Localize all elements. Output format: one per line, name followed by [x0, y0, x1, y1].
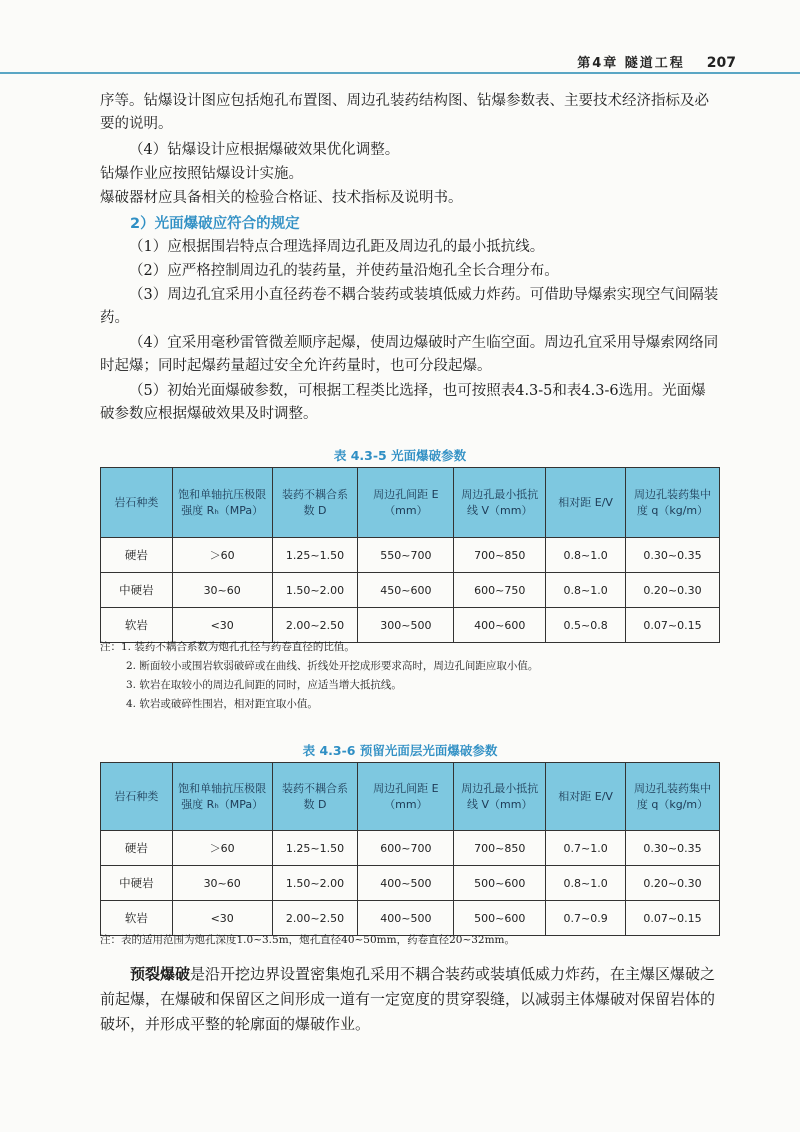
- column-header: 饱和单轴抗压极限强度 Rₕ（MPa）: [172, 763, 272, 831]
- table-caption: 表 4.3-5 光面爆破参数: [333, 448, 467, 463]
- section-heading: 2）光面爆破应符合的规定: [130, 216, 300, 232]
- paragraph-8: （4）宜采用毫秒雷管微差顺序起爆，使周边爆破时产生临空面。周边孔宜采用导爆索网络同时起爆；同时起爆药量超过安全允许药量时，也可分段起爆。: [100, 335, 719, 374]
- table-cell: 1.50~2.00: [272, 573, 358, 608]
- table-row: [101, 538, 720, 573]
- table-cell: 600~700: [358, 831, 454, 866]
- table-cell: 30~60: [172, 866, 272, 901]
- column-header: 相对距 E/V: [546, 763, 626, 831]
- table-cell: ＞60: [172, 831, 272, 866]
- table-cell: 0.8~1.0: [546, 538, 626, 573]
- data-table: [100, 467, 720, 643]
- table-cell: 0.8~1.0: [546, 573, 626, 608]
- paragraph-3: 钻爆作业应按照钻爆设计实施。: [100, 166, 303, 182]
- table-cell: 1.50~2.00: [272, 866, 358, 901]
- table-note: 注：表的适用范围为炮孔深度1.0~3.5m，炮孔直径40~50mm，药卷直径20~32mm。: [100, 934, 516, 946]
- table-caption: 表 4.3-6 预留光面层光面爆破参数: [302, 743, 498, 758]
- table-cell: 0.7~1.0: [546, 831, 626, 866]
- table-note: 2. 断面较小或围岩软弱破碎或在曲线、折线处开挖成形要求高时，周边孔间距应取小值。: [126, 660, 539, 672]
- paragraph-1: 序等。钻爆设计图应包括炮孔布置图、周边孔装药结构图、钻爆参数表、主要技术经济指标及必要的说明。: [100, 93, 709, 132]
- column-header: 岩石种类: [101, 763, 173, 831]
- column-header: 饱和单轴抗压极限强度 Rₕ（MPa）: [172, 468, 272, 538]
- table-cell: 0.20~0.30: [626, 866, 720, 901]
- table-cell: 0.20~0.30: [626, 573, 720, 608]
- table-cell: 400~500: [358, 866, 454, 901]
- table-cell: 300~500: [358, 608, 454, 643]
- paragraph-9: （5）初始光面爆破参数，可根据工程类比选择，也可按照表4.3-5和表4.3-6选用。光面爆破参数应根据爆破效果及时调整。: [100, 383, 706, 422]
- table-note: 4. 软岩或破碎性围岩，相对距宜取小值。: [126, 698, 318, 710]
- table-row: [101, 573, 720, 608]
- column-header: 周边孔装药集中度 q（kg/m）: [626, 468, 720, 538]
- table-cell: 硬岩: [101, 538, 173, 573]
- closing-paragraph: [100, 962, 720, 1037]
- table-note: 3. 软岩在取较小的周边孔间距的同时，应适当增大抵抗线。: [126, 679, 402, 691]
- column-header: 周边孔装药集中度 q（kg/m）: [626, 763, 720, 831]
- table-cell: 2.00~2.50: [272, 901, 358, 936]
- table-cell: ＞60: [172, 538, 272, 573]
- table-cell: 0.5~0.8: [546, 608, 626, 643]
- term-presplit-blasting: 预裂爆破: [130, 965, 191, 983]
- table-cell: 0.8~1.0: [546, 866, 626, 901]
- table-cell: <30: [172, 901, 272, 936]
- table-cell: <30: [172, 608, 272, 643]
- table-cell: 中硬岩: [101, 866, 173, 901]
- column-header: 装药不耦合系数 D: [272, 763, 358, 831]
- column-header: 周边孔最小抵抗线 V（mm）: [454, 468, 546, 538]
- table-cell: 0.30~0.35: [626, 538, 720, 573]
- column-header: 周边孔最小抵抗线 V（mm）: [454, 763, 546, 831]
- table-cell: 30~60: [172, 573, 272, 608]
- paragraph-7: （3）周边孔宜采用小直径药卷不耦合装药或装填低威力炸药。可借助导爆索实现空气间隔装药。: [100, 287, 719, 326]
- closing-text: 是沿开挖边界设置密集炮孔采用不耦合装药或装填低威力炸药，在主爆区爆破之前起爆，在爆破和保留区之间形成一道有一定宽度的贯穿裂缝，以减弱主体爆破对保留岩体的破坏，并形成平整的轮廓面的爆破作业。: [100, 965, 716, 1033]
- chapter-title: 第4章 隧道工程: [577, 56, 685, 71]
- column-header: 装药不耦合系数 D: [272, 468, 358, 538]
- table-cell: 硬岩: [101, 831, 173, 866]
- table-cell: 500~600: [454, 901, 546, 936]
- table-cell: 500~600: [454, 866, 546, 901]
- page-header: [0, 38, 800, 74]
- table-notes: [100, 931, 720, 950]
- table-cell: 1.25~1.50: [272, 538, 358, 573]
- page-number: 207: [706, 55, 736, 71]
- column-header: 相对距 E/V: [546, 468, 626, 538]
- table-cell: 400~600: [454, 608, 546, 643]
- table-cell: 600~750: [454, 573, 546, 608]
- column-header: 岩石种类: [101, 468, 173, 538]
- data-table: [100, 762, 720, 936]
- table-cell: 软岩: [101, 901, 173, 936]
- table-cell: 0.30~0.35: [626, 831, 720, 866]
- paragraph-6: （2）应严格控制周边孔的装药量，并使药量沿炮孔全长合理分布。: [129, 263, 559, 279]
- table-note: 注：1. 装药不耦合系数为炮孔孔径与药卷直径的比值。: [100, 641, 355, 653]
- table-cell: 0.7~0.9: [546, 901, 626, 936]
- table-cell: 700~850: [454, 831, 546, 866]
- table-cell: 1.25~1.50: [272, 831, 358, 866]
- table-cell: 700~850: [454, 538, 546, 573]
- table-cell: 2.00~2.50: [272, 608, 358, 643]
- column-header: 周边孔间距 E（mm）: [358, 468, 454, 538]
- column-header: 周边孔间距 E（mm）: [358, 763, 454, 831]
- table-cell: 0.07~0.15: [626, 608, 720, 643]
- table-cell: 软岩: [101, 608, 173, 643]
- paragraph-4: 爆破器材应具备相关的检验合格证、技术指标及说明书。: [100, 190, 463, 206]
- table-cell: 0.07~0.15: [626, 901, 720, 936]
- table-cell: 450~600: [358, 573, 454, 608]
- table-cell: 400~500: [358, 901, 454, 936]
- running-head: [577, 52, 736, 71]
- table-row: [101, 866, 720, 901]
- table-notes: [100, 638, 720, 714]
- paragraph-2: （4）钻爆设计应根据爆破效果优化调整。: [129, 142, 400, 158]
- table-cell: 中硬岩: [101, 573, 173, 608]
- table-row: [101, 831, 720, 866]
- paragraph-5: （1）应根据围岩特点合理选择周边孔距及周边孔的最小抵抗线。: [129, 239, 545, 255]
- table-cell: 550~700: [358, 538, 454, 573]
